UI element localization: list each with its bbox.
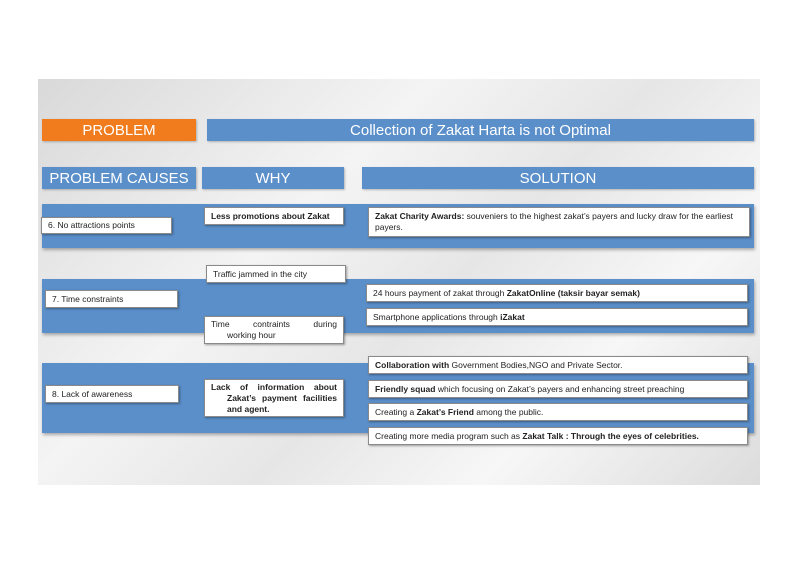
row-8-solution-4-text xyxy=(375,431,699,442)
row-6-solution-text xyxy=(375,211,743,233)
row-7-cause xyxy=(45,290,178,308)
row-8-solution-1-bold: Collaboration with xyxy=(375,359,450,370)
row-8-solution-3-rest: Creating a xyxy=(375,406,417,417)
problem-label-text: PROBLEM xyxy=(82,121,156,139)
column-header-causes xyxy=(42,167,196,189)
row-8-why-line-2 xyxy=(211,393,337,404)
row-7-solution-2-text xyxy=(373,312,525,323)
row-8-solution-4-rest: Creating more media program such as xyxy=(375,430,523,441)
row-8-solution-2-bold: Friendly squad xyxy=(375,383,436,394)
row-8-solution-1 xyxy=(368,356,748,374)
row-6-cause-text: 6. No attractions points xyxy=(48,220,135,230)
column-header-why-text: WHY xyxy=(255,169,291,187)
row-7-why-working-hour-line-2: working hour xyxy=(227,330,276,340)
row-8-why-line-2-text: Zakat’s payment facilities xyxy=(227,392,337,403)
row-7-solution-1-text xyxy=(373,288,640,299)
row-6-solution xyxy=(368,207,750,237)
problem-title xyxy=(207,119,754,141)
row-7-solution-1-bold: ZakatOnline (taksir bayar semak) xyxy=(506,287,640,298)
row-6-cause xyxy=(41,217,172,234)
row-8-solution-1-rest: Government Bodies,NGO and Private Sector. xyxy=(449,359,623,370)
row-6-why xyxy=(204,207,344,225)
row-7-solution-1-rest: 24 hours payment of zakat through xyxy=(373,287,507,298)
row-8-why-line-1 xyxy=(211,382,337,393)
row-8-solution-3 xyxy=(368,403,748,421)
row-8-solution-3-text xyxy=(375,407,543,418)
row-7-solution-2 xyxy=(366,308,748,326)
row-8-cause-text: 8. Lack of awareness xyxy=(52,388,133,399)
column-header-solution-text: SOLUTION xyxy=(519,169,597,187)
row-8-solution-2-text xyxy=(375,384,684,395)
row-8-solution-2-rest: which focusing on Zakat’s payers and enhancing street preaching xyxy=(435,383,685,394)
row-8-why xyxy=(204,379,344,417)
row-8-why-line-3 xyxy=(211,404,337,415)
row-8-cause xyxy=(45,385,179,403)
row-7-why-working-hour xyxy=(204,316,344,344)
row-8-solution-1-text xyxy=(375,360,623,371)
row-8-solution-2 xyxy=(368,380,748,398)
row-8-solution-3-bold: Zakat’s Friend xyxy=(416,406,474,417)
row-7-why-working-hour-line-1: Time contraints during xyxy=(211,319,337,329)
column-header-solution xyxy=(362,167,754,189)
row-8-why-line-1-text: Lack of information about xyxy=(211,381,337,392)
row-7-why-traffic xyxy=(206,265,346,283)
problem-title-text: Collection of Zakat Harta is not Optimal xyxy=(350,121,611,139)
row-6-solution-bold: Zakat Charity Awards: xyxy=(375,211,465,221)
row-7-solution-1 xyxy=(366,284,748,302)
problem-label xyxy=(42,119,196,141)
row-7-solution-2-rest: Smartphone applications through xyxy=(373,311,501,322)
row-8-solution-4-bold: Zakat Talk : Through the eyes of celebrities. xyxy=(522,430,699,441)
row-7-cause-text: 7. Time constraints xyxy=(52,293,124,304)
row-8-why-line-3-text: and agent. xyxy=(227,403,270,414)
slide xyxy=(38,79,760,485)
row-7-solution-2-bold: iZakat xyxy=(500,311,525,322)
row-8-solution-3-tail: among the public. xyxy=(473,406,544,417)
row-7-why-traffic-text: Traffic jammed in the city xyxy=(213,268,308,279)
row-6-why-text: Less promotions about Zakat xyxy=(211,211,330,221)
row-6-solution-rest: souveniers to the highest zakat’s payers and lucky draw for the earliest payers. xyxy=(375,211,733,232)
column-header-causes-text: PROBLEM CAUSES xyxy=(49,169,189,187)
row-8-solution-4 xyxy=(368,427,748,445)
column-header-why xyxy=(202,167,344,189)
